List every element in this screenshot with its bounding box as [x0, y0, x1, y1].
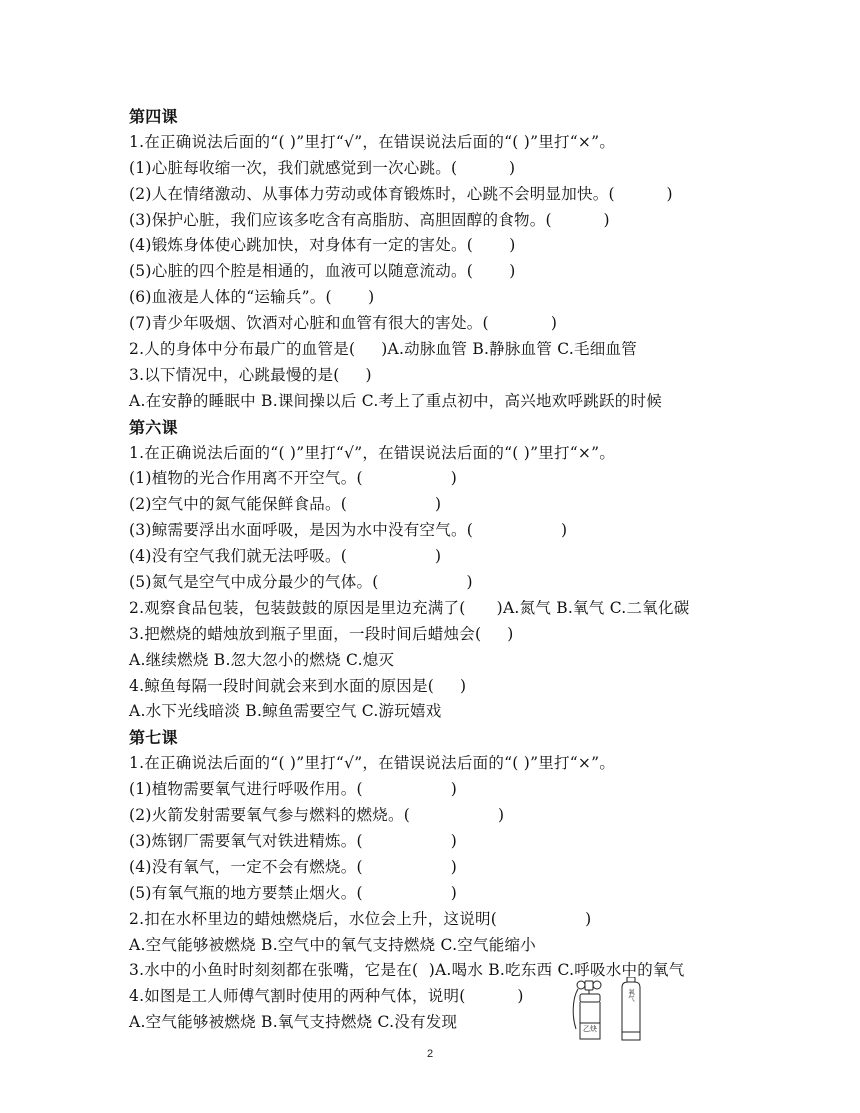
oxygen-cylinder — [622, 977, 640, 1040]
text-line: 4.如图是工人师傅气割时使用的两种气体，说明( ) — [129, 987, 524, 1006]
text-line: (1)心脏每收缩一次，我们就感觉到一次心跳。( ) — [129, 158, 516, 177]
text-line: (4)锻炼身体使心跳加快，对身体有一定的害处。( ) — [129, 236, 516, 255]
text-line: (4)没有空气我们就无法呼吸。( ) — [129, 547, 442, 566]
text-line: 3.水中的小鱼时时刻刻都在张嘴，它是在( )A.喝水 B.吃东西 C.呼吸水中的氧气 — [129, 961, 685, 980]
text-line: A.水下光线暗淡 B.鲸鱼需要空气 C.游玩嬉戏 — [129, 702, 442, 721]
text-line: 1.在正确说法后面的“( )”里打“√”，在错误说法后面的“( )”里打“×”。 — [129, 754, 616, 773]
text-line: (1)植物需要氧气进行呼吸作用。( ) — [129, 780, 458, 799]
text-line: (6)血液是人体的“运输兵”。( ) — [129, 288, 375, 307]
text-line: (5)氮气是空气中成分最少的气体。( ) — [129, 573, 473, 592]
text-line: (3)鲸需要浮出水面呼吸，是因为水中没有空气。( ) — [129, 521, 568, 540]
text-line: 1.在正确说法后面的“( )”里打“√”，在错误说法后面的“( )”里打“×”。 — [129, 132, 616, 151]
text-line: (5)心脏的四个腔是相通的，血液可以随意流动。( ) — [129, 262, 516, 281]
gas-cylinders-illustration — [570, 977, 646, 1043]
text-line: (4)没有氧气，一定不会有燃烧。( ) — [129, 857, 458, 876]
page-number: 2 — [426, 1048, 434, 1060]
text-line: (3)炼钢厂需要氧气对铁进精炼。( ) — [129, 831, 458, 850]
document-body — [129, 104, 739, 1036]
text-line: (5)有氧气瓶的地方要禁止烟火。( ) — [129, 883, 458, 902]
oxygen-label: 氧气 — [627, 988, 635, 1002]
section-heading: 第七课 — [129, 728, 178, 748]
text-line: (1)植物的光合作用离不开空气。( ) — [129, 469, 458, 488]
text-line: 3.以下情况中，心跳最慢的是( ) — [129, 365, 372, 384]
text-line: (7)青少年吸烟、饮酒对心脏和血管有很大的害处。( ) — [129, 314, 558, 333]
text-line: 2.人的身体中分布最广的血管是( )A.动脉血管 B.静脉血管 C.毛细血管 — [129, 340, 638, 359]
acetylene-label: 乙炔 — [583, 1025, 597, 1033]
section-heading: 第六课 — [129, 417, 178, 437]
text-line: A.空气能够被燃烧 B.氧气支持燃烧 C.没有发现 — [129, 1013, 458, 1032]
text-line: 1.在正确说法后面的“( )”里打“√”，在错误说法后面的“( )”里打“×”。 — [129, 443, 616, 462]
text-line: (2)火箭发射需要氧气参与燃料的燃烧。( ) — [129, 806, 505, 825]
text-line: A.空气能够被燃烧 B.空气中的氧气支持燃烧 C.空气能缩小 — [129, 935, 537, 954]
section-heading: 第四课 — [129, 107, 178, 126]
text-line: A.在安静的睡眠中 B.课间操以后 C.考上了重点初中，高兴地欢呼跳跃的时候 — [129, 391, 663, 410]
text-line: 4.鲸鱼每隔一段时间就会来到水面的原因是( ) — [129, 676, 467, 695]
text-line: (2)空气中的氮气能保鲜食品。( ) — [129, 495, 442, 514]
text-line: A.继续燃烧 B.忽大忽小的燃烧 C.熄灭 — [129, 650, 395, 669]
text-line: 2.扣在水杯里边的蜡烛燃烧后，水位会上升，这说明( ) — [129, 909, 592, 928]
text-line: (3)保护心脏，我们应该多吃含有高脂肪、高胆固醇的食物。( ) — [129, 210, 610, 229]
text-line: (2)人在情绪激动、从事体力劳动或体育锻炼时，心跳不会明显加快。( ) — [129, 184, 673, 203]
text-line: 2.观察食品包装，包装鼓鼓的原因是里边充满了( )A.氮气 B.氧气 C.二氧化碳 — [129, 598, 690, 617]
text-line: 3.把燃烧的蜡烛放到瓶子里面，一段时间后蜡烛会( ) — [129, 624, 514, 643]
